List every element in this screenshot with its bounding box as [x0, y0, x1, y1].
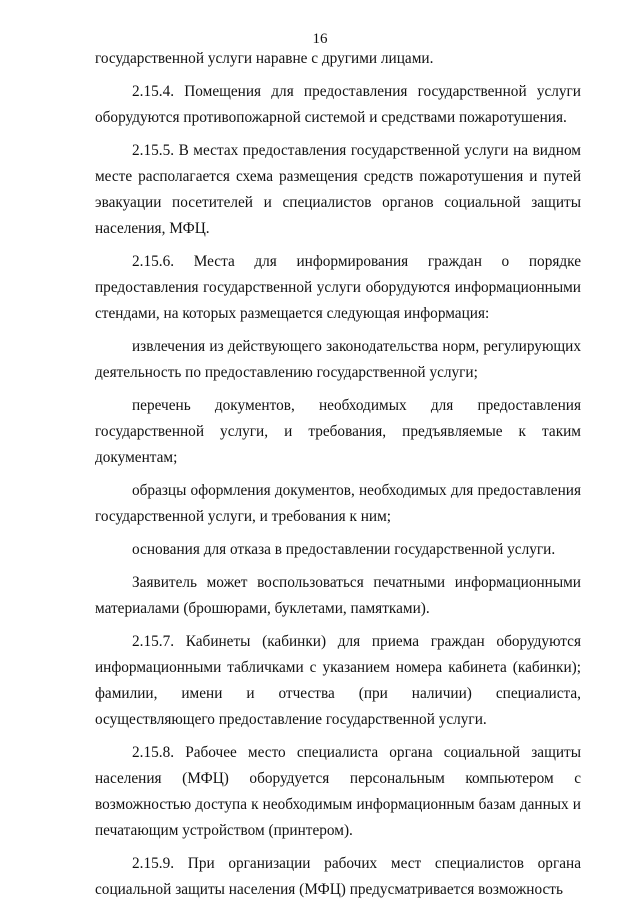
paragraph-2-15-6: 2.15.6. Места для информирования граждан о порядке предоставления государственной услуги оборудуются информационными стендами, на которых размещается следующая информация: [95, 253, 581, 322]
paragraph-2-15-5: 2.15.5. В местах предоставления государственной услуги на видном месте располагается схема размещения средств пожаротушения и путей эвакуации посетителей и специалистов органов социальной защиты населения, МФЦ. [95, 142, 581, 237]
paragraph-2-15-8: 2.15.8. Рабочее место специалиста органа социальной защиты населения (МФЦ) оборудуется персональным компьютером с возможностью доступа к необходимым информационным базам данных и печатающим устройством (принтером). [95, 744, 581, 839]
list-item-refusal-grounds: основания для отказа в предоставлении государственной услуги. [132, 541, 556, 558]
paragraph-2-15-4: 2.15.4. Помещения для предоставления государственной услуги оборудуются противопожарной системой и средствами пожаротушения. [95, 83, 581, 126]
page-number: 16 [312, 31, 328, 47]
paragraph-continuation: государственной услуги наравне с другими лицами. [95, 50, 434, 67]
paragraph-2-15-9: 2.15.9. При организации рабочих мест специалистов органа социальной защиты населения (МФЦ) предусматривается возможность [95, 855, 581, 898]
paragraph-applicant-materials: Заявитель может воспользоваться печатными информационными материалами (брошюрами, буклетами, памятками). [95, 574, 581, 617]
paragraph-2-15-7: 2.15.7. Кабинеты (кабинки) для приема граждан оборудуются информационными табличками с указанием номера кабинета (кабинки); фамилии, имени и отчества (при наличии) специалиста, осуществляющего предоставление государственной услуги. [95, 633, 581, 728]
document-body [95, 46, 581, 903]
list-item-samples: образцы оформления документов, необходимых для предоставления государственной услуги, и требования к ним; [95, 482, 581, 525]
list-item-documents: перечень документов, необходимых для предоставления государственной услуги, и требования, предъявляемые к таким документам; [95, 397, 581, 466]
list-item-legislation: извлечения из действующего законодательства норм, регулирующих деятельность по предоставлению государственной услуги; [95, 338, 581, 381]
